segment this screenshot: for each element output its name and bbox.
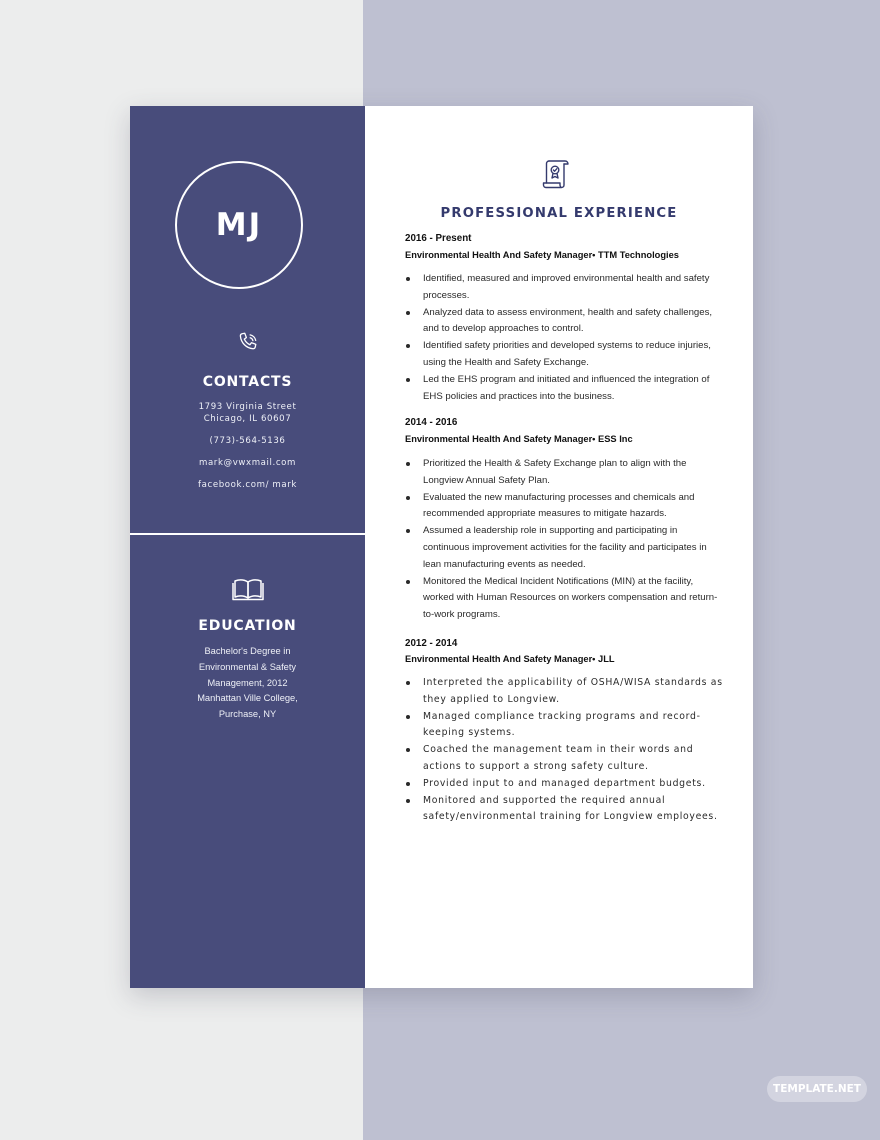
job-bullets bbox=[405, 271, 725, 405]
certificate-scroll-icon bbox=[540, 158, 572, 195]
watermark-badge[interactable]: TEMPLATE.NET bbox=[767, 1076, 867, 1102]
address-line-2: Chicago, IL 60607 bbox=[203, 414, 292, 424]
list-item: Provided input to and managed department budgets. bbox=[405, 776, 725, 793]
list-item: Monitored the Medical Incident Notifications (MIN) at the facility, worked with Human Resources on workers compensation and return-to-work programs. bbox=[405, 574, 725, 624]
resume-sheet bbox=[130, 106, 753, 988]
list-item: Identified safety priorities and developed systems to reduce injuries, using the Health and Safety Exchange. bbox=[405, 338, 725, 372]
list-item: Managed compliance tracking programs and record-keeping systems. bbox=[405, 709, 725, 743]
list-item: Coached the management team in their words and actions to support a strong safety culture. bbox=[405, 742, 725, 776]
job-period: 2016 - Present bbox=[405, 233, 472, 244]
social-link: facebook.com/ mark bbox=[198, 480, 297, 490]
contacts-heading: CONTACTS bbox=[202, 374, 293, 390]
resume-main bbox=[365, 106, 753, 988]
education-line: Purchase, NY bbox=[218, 709, 277, 719]
experience-heading: PROFESSIONAL EXPERIENCE bbox=[440, 206, 678, 221]
open-book-icon bbox=[130, 576, 365, 607]
initials-avatar bbox=[175, 161, 303, 289]
job-bullets bbox=[405, 456, 725, 624]
list-item: Prioritized the Health & Safety Exchange plan to align with the Longview Annual Safety Plan. bbox=[405, 456, 725, 490]
section-divider bbox=[130, 533, 365, 535]
list-item: Analyzed data to assess environment, health and safety challenges, and to develop approaches to control. bbox=[405, 305, 725, 339]
education-heading: EDUCATION bbox=[198, 618, 297, 634]
email-address: mark@vwxmail.com bbox=[198, 458, 297, 468]
initials: MJ bbox=[215, 207, 263, 243]
phone-icon bbox=[130, 330, 365, 361]
phone-number: (773)-564-5136 bbox=[209, 436, 286, 446]
list-item: Monitored and supported the required annual safety/environmental training for Longview employees. bbox=[405, 793, 725, 827]
resume-sidebar bbox=[130, 106, 365, 988]
job-bullets bbox=[405, 675, 725, 826]
job-period: 2014 - 2016 bbox=[405, 417, 458, 428]
education-line: Environmental & Safety bbox=[198, 662, 297, 672]
list-item: Led the EHS program and initiated and influenced the integration of EHS policies and practices into the business. bbox=[405, 372, 725, 406]
job-title: Environmental Health And Safety Manager• ESS Inc bbox=[405, 434, 633, 444]
job-title: Environmental Health And Safety Manager• JLL bbox=[405, 654, 615, 664]
list-item: Evaluated the new manufacturing processes and chemicals and recommended appropriate measures to mitigate hazards. bbox=[405, 490, 725, 524]
education-line: Bachelor's Degree in bbox=[204, 646, 291, 656]
job-title: Environmental Health And Safety Manager• TTM Technologies bbox=[405, 250, 679, 260]
job-period: 2012 - 2014 bbox=[405, 638, 458, 649]
education-line: Manhattan Ville College, bbox=[197, 693, 298, 703]
address-line-1: 1793 Virginia Street bbox=[198, 402, 297, 412]
education-line: Management, 2012 bbox=[207, 678, 288, 688]
list-item: Identified, measured and improved environmental health and safety processes. bbox=[405, 271, 725, 305]
list-item: Assumed a leadership role in supporting and participating in continuous improvement activities for the facility and participates in lean manufacturing events as needed. bbox=[405, 523, 725, 573]
list-item: Interpreted the applicability of OSHA/WISA standards as they applied to Longview. bbox=[405, 675, 725, 709]
